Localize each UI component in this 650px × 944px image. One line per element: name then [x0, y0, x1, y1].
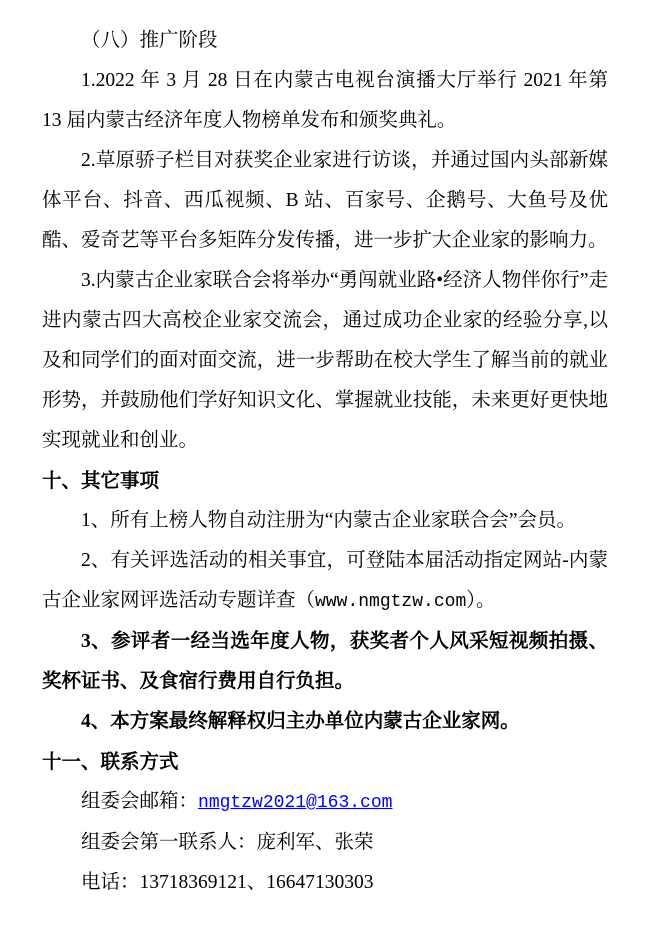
other-matters-item-2 [42, 541, 608, 622]
email-link[interactable]: nmgtzw2021@163.com [198, 793, 393, 813]
promotion-item-3: 3.内蒙古企业家联合会将举办“勇闯就业路•经济人物伴你行”走进内蒙古四大高校企业家交流会，通过成功企业家的经验分享,以及和同学们的面对面交流，进一步帮助在校大学生了解当前的就业形势，并鼓励他们学好知识文化、掌握就业技能，未来更好更快地实现就业和创业。 [42, 270, 608, 451]
contact-person-line: 组委会第一联系人：庞利军、张荣 [81, 832, 374, 853]
other-matters-item-4: 4、本方案最终解释权归主办单位内蒙古企业家网。 [81, 711, 520, 732]
other-matters-item-3: 3、参评者一经当选年度人物，获奖者个人风采短视频拍摄、奖杯证书、及食宿行费用自行负担。 [42, 631, 608, 692]
section-10-heading: 十、其它事项 [42, 470, 160, 492]
contact-phone-line: 电话：13718369121、16647130303 [81, 872, 374, 893]
email-label: 组委会邮箱： [81, 791, 199, 812]
contact-email-line [42, 782, 608, 823]
section-11-heading: 十一、联系方式 [42, 751, 179, 773]
promotion-item-1: 1.2022 年 3 月 28 日在内蒙古电视台演播大厅举行 2021 年第 13 届内蒙古经济年度人物榜单发布和颁奖典礼。 [42, 70, 608, 131]
event-website-url: www.nmgtzw.com [315, 592, 467, 612]
section-8-heading: （八）推广阶段 [81, 30, 218, 51]
other-matters-item-1: 1、所有上榜人物自动注册为“内蒙古企业家联合会”会员。 [81, 510, 577, 531]
other-matters-item-2-text: 2、有关评选活动的相关事宜，可登陆本届活动指定网站-内蒙古企业家网评选活动专题详查（ [42, 550, 608, 611]
promotion-item-2: 2.草原骄子栏目对获奖企业家进行访谈，并通过国内头部新媒体平台、抖音、西瓜视频、B 站、百家号、企鹅号、大鱼号及优酷、爱奇艺等平台多矩阵分发传播，进一步扩大企业家的影响力。 [42, 150, 608, 251]
other-matters-item-2-suffix: ）。 [466, 590, 496, 611]
